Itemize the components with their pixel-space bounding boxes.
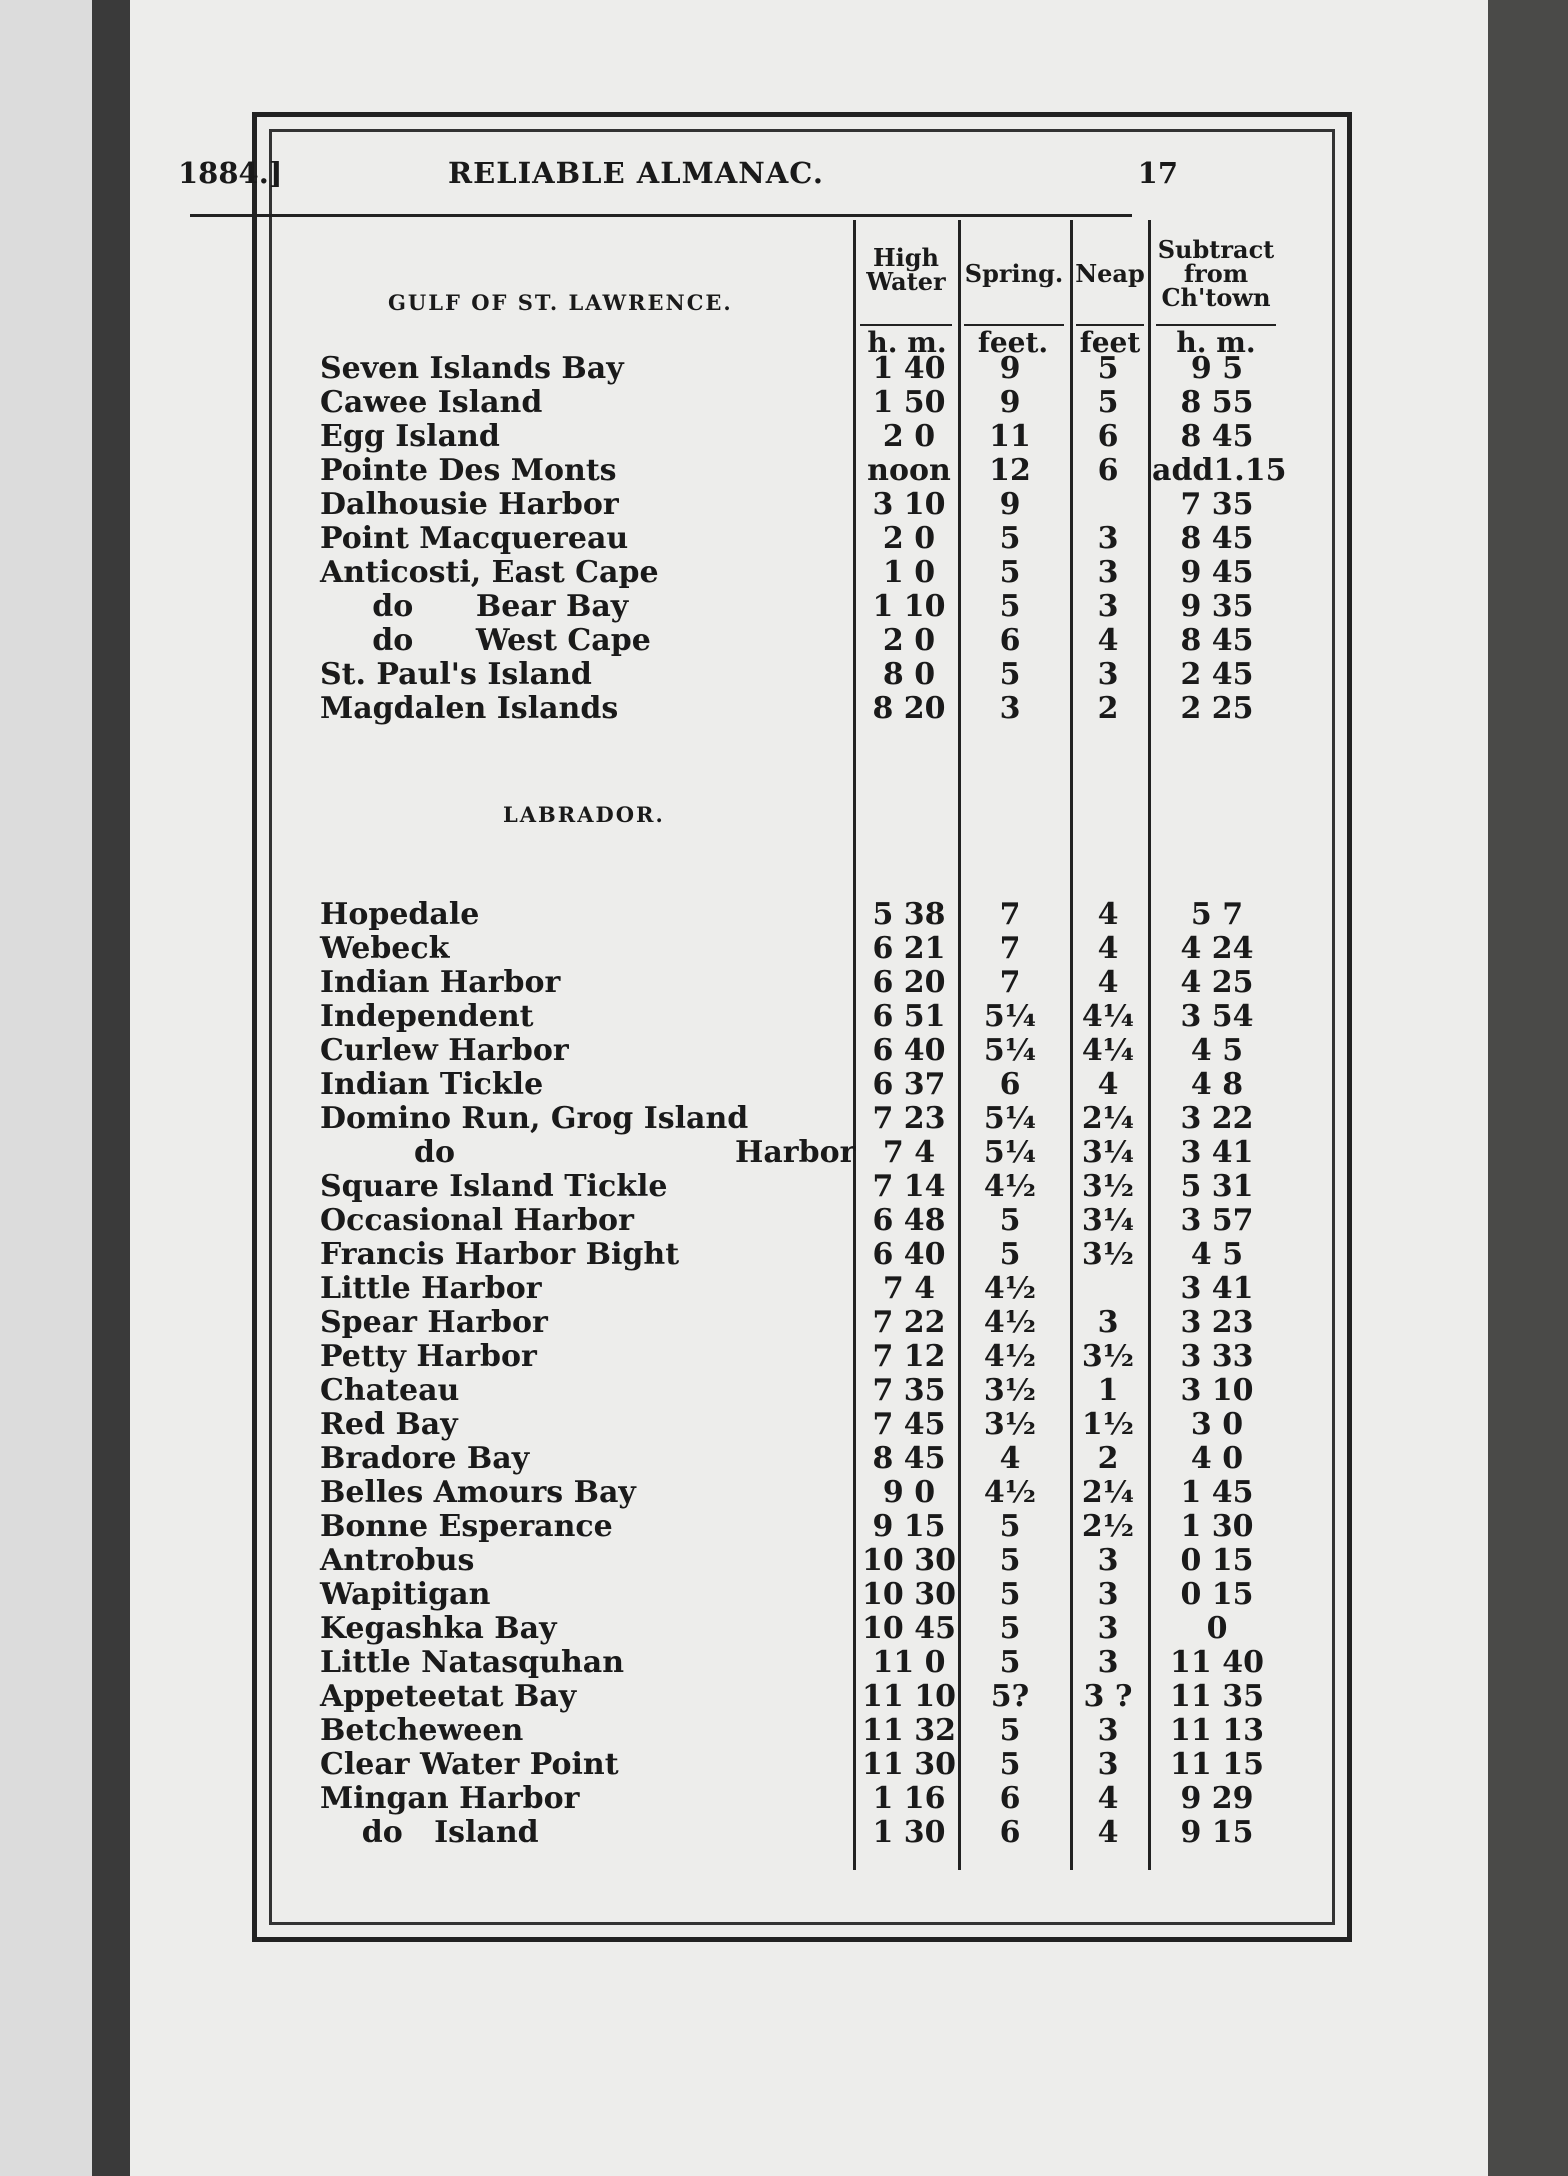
unit-neap: feet	[1079, 326, 1141, 359]
neap-rise: 5	[1097, 351, 1119, 386]
spring-rise: 5¼	[983, 999, 1037, 1034]
place-name: Seven Islands Bay	[320, 351, 624, 386]
table-row	[0, 420, 1568, 454]
neap-rise: 3	[1097, 1747, 1119, 1782]
place-name: Kegashka Bay	[320, 1611, 557, 1646]
place-name: Appeteetat Bay	[320, 1679, 577, 1714]
subtract-time: 9 5	[1190, 351, 1244, 386]
subtract-time: 5 7	[1190, 897, 1244, 932]
place-name: Independent	[320, 999, 534, 1034]
place-name: Betcheween	[320, 1713, 524, 1748]
high-water-time: 6 40	[872, 1237, 946, 1272]
high-water-time: 2 0	[882, 419, 936, 454]
high-water-time: 1 50	[872, 385, 946, 420]
subtract-time: 3 0	[1190, 1407, 1244, 1442]
place-name: Bradore Bay	[320, 1441, 530, 1476]
neap-rise: 3	[1097, 1645, 1119, 1680]
table-row	[0, 386, 1568, 420]
place-name: Chateau	[320, 1373, 460, 1408]
table-row	[0, 1306, 1568, 1340]
column-header-high-water	[858, 243, 954, 296]
high-water-time: 5 38	[872, 897, 946, 932]
high-water-time: 7 4	[882, 1271, 936, 1306]
table-row	[0, 1816, 1568, 1850]
page-title: RELIABLE ALMANAC.	[448, 156, 824, 190]
high-water-time: 6 37	[872, 1067, 946, 1102]
high-water-time: 11 10	[862, 1679, 956, 1714]
subtract-time: 2 25	[1180, 691, 1254, 726]
subtract-time: 3 57	[1180, 1203, 1254, 1238]
high-water-time: 7 45	[872, 1407, 946, 1442]
high-water-time: 7 4	[882, 1135, 936, 1170]
high-water-time: 10 45	[862, 1611, 956, 1646]
subtract-time: 8 55	[1180, 385, 1254, 420]
table-row	[0, 522, 1568, 556]
neap-rise: 3	[1097, 589, 1119, 624]
neap-rise: 2	[1097, 1441, 1119, 1476]
high-water-time: 9 15	[872, 1509, 946, 1544]
place-name: Little Natasquhan	[320, 1645, 625, 1680]
table-row	[0, 454, 1568, 488]
high-water-time: 8 20	[872, 691, 946, 726]
high-water-time: 7 23	[872, 1101, 946, 1136]
place-name: Curlew Harbor	[320, 1033, 569, 1068]
spring-rise: 6	[999, 1781, 1021, 1816]
place-name: Red Bay	[320, 1407, 458, 1442]
table-row	[0, 1408, 1568, 1442]
spring-rise: 5	[999, 1509, 1021, 1544]
table-row	[0, 898, 1568, 932]
neap-rise: 5	[1097, 385, 1119, 420]
subtract-time: 4 8	[1190, 1067, 1244, 1102]
table-row	[0, 1646, 1568, 1680]
place-name: Magdalen Islands	[320, 691, 619, 726]
place-name: Occasional Harbor	[320, 1203, 634, 1238]
neap-rise: 2½	[1081, 1509, 1135, 1544]
subtract-time: 3 10	[1180, 1373, 1254, 1408]
subtract-time: 8 45	[1180, 521, 1254, 556]
high-water-time: 11 0	[872, 1645, 946, 1680]
table-row	[0, 1714, 1568, 1748]
place-name: Dalhousie Harbor	[320, 487, 619, 522]
high-water-time: 1 0	[882, 555, 936, 590]
table-row	[0, 966, 1568, 1000]
table-row	[0, 1034, 1568, 1068]
subtract-time: 1 45	[1180, 1475, 1254, 1510]
high-water-time: 6 21	[872, 931, 946, 966]
subtract-time: 9 45	[1180, 555, 1254, 590]
place-name: Webeck	[320, 931, 450, 966]
neap-rise: 4¼	[1081, 999, 1135, 1034]
place-name: do Island	[320, 1815, 539, 1850]
high-water-time: 8 45	[872, 1441, 946, 1476]
spring-rise: 5	[999, 1645, 1021, 1680]
spring-rise: 5	[999, 521, 1021, 556]
place-name: Hopedale	[320, 897, 480, 932]
table-row	[0, 556, 1568, 590]
place-name: Point Macquereau	[320, 521, 629, 556]
neap-rise: 4	[1097, 1781, 1119, 1816]
spring-rise: 5¼	[983, 1135, 1037, 1170]
spring-rise: 7	[999, 931, 1021, 966]
table-row	[0, 1340, 1568, 1374]
place-name: Antrobus	[320, 1543, 475, 1578]
spring-rise: 5	[999, 1543, 1021, 1578]
unit-subtract: h. m.	[1176, 326, 1256, 359]
subtract-time: 11 13	[1170, 1713, 1264, 1748]
high-water-time: 3 10	[872, 487, 946, 522]
spring-rise: 5	[999, 1713, 1021, 1748]
high-water-time: noon	[867, 453, 951, 488]
high-water-time: 7 14	[872, 1169, 946, 1204]
neap-rise: 3½	[1081, 1237, 1135, 1272]
table-row	[0, 590, 1568, 624]
neap-rise: 4	[1097, 897, 1119, 932]
high-water-time: 1 16	[872, 1781, 946, 1816]
high-water-time: 6 48	[872, 1203, 946, 1238]
place-name: Petty Harbor	[320, 1339, 537, 1374]
subtract-time: add1.15	[1152, 453, 1287, 488]
table-row	[0, 1068, 1568, 1102]
subtract-time: 3 22	[1180, 1101, 1254, 1136]
neap-rise: 4	[1097, 623, 1119, 658]
column-header-line: High	[872, 243, 940, 272]
table-row	[0, 1204, 1568, 1238]
table-row	[0, 1102, 1568, 1136]
subtract-time: 11 35	[1170, 1679, 1264, 1714]
subtract-time: 11 40	[1170, 1645, 1264, 1680]
high-water-time: 2 0	[882, 623, 936, 658]
table-row	[0, 1578, 1568, 1612]
spring-rise: 5	[999, 1203, 1021, 1238]
high-water-time: 10 30	[862, 1543, 956, 1578]
subtract-time: 3 33	[1180, 1339, 1254, 1374]
table-row	[0, 488, 1568, 522]
spring-rise: 5	[999, 1577, 1021, 1612]
subtract-time: 3 23	[1180, 1305, 1254, 1340]
subtract-time: 9 35	[1180, 589, 1254, 624]
table-row	[0, 1136, 1568, 1170]
place-name: Anticosti, East Cape	[320, 555, 659, 590]
spring-rise: 4½	[983, 1339, 1037, 1374]
column-header-line: Water	[866, 267, 946, 296]
spring-rise: 4½	[983, 1305, 1037, 1340]
subtract-time: 7 35	[1180, 487, 1254, 522]
place-name: Francis Harbor Bight	[320, 1237, 680, 1272]
table-row	[0, 1782, 1568, 1816]
subtract-time: 9 29	[1180, 1781, 1254, 1816]
place-name: Egg Island	[320, 419, 500, 454]
spring-rise: 3	[999, 691, 1021, 726]
neap-rise: 2	[1097, 691, 1119, 726]
high-water-time: 6 40	[872, 1033, 946, 1068]
place-name: do West Cape	[320, 623, 651, 658]
place-name: Cawee Island	[320, 385, 543, 420]
place-name: Bonne Esperance	[320, 1509, 613, 1544]
section-title-labrador: LABRADOR.	[503, 802, 665, 827]
neap-rise: 4	[1097, 965, 1119, 1000]
table-row	[0, 1476, 1568, 1510]
subtract-time: 4 25	[1180, 965, 1254, 1000]
high-water-time: 11 32	[862, 1713, 956, 1748]
subtract-time: 0	[1206, 1611, 1228, 1646]
neap-rise: 4	[1097, 1815, 1119, 1850]
table-row	[0, 1374, 1568, 1408]
table-row	[0, 624, 1568, 658]
neap-rise: 1	[1097, 1373, 1119, 1408]
high-water-time: 7 12	[872, 1339, 946, 1374]
column-header-neap: Neap	[1075, 259, 1145, 288]
column-header-spring: Spring.	[964, 259, 1064, 288]
table-row	[0, 692, 1568, 726]
header-year: 1884.]	[178, 156, 283, 190]
place-name: Mingan Harbor	[320, 1781, 580, 1816]
neap-rise: 6	[1097, 453, 1119, 488]
place-name: Square Island Tickle	[320, 1169, 668, 1204]
subtract-time: 4 5	[1190, 1033, 1244, 1068]
spring-rise: 5¼	[983, 1101, 1037, 1136]
high-water-time: 9 0	[882, 1475, 936, 1510]
subtract-time: 8 45	[1180, 623, 1254, 658]
spring-rise: 3½	[983, 1407, 1037, 1442]
place-name: Domino Run, Grog Island	[320, 1101, 749, 1136]
neap-rise: 3	[1097, 1611, 1119, 1646]
table-row	[0, 658, 1568, 692]
spring-rise: 9	[999, 487, 1021, 522]
place-name: Wapitigan	[320, 1577, 491, 1612]
place-name: Belles Amours Bay	[320, 1475, 636, 1510]
subtract-time: 3 54	[1180, 999, 1254, 1034]
column-header-line: Ch'town	[1161, 283, 1271, 312]
spring-rise: 11	[989, 419, 1031, 454]
high-water-time: 2 0	[882, 521, 936, 556]
subtract-time: 4 5	[1190, 1237, 1244, 1272]
spring-rise: 5	[999, 1611, 1021, 1646]
table-row	[0, 1612, 1568, 1646]
high-water-time: 1 30	[872, 1815, 946, 1850]
section-title-gulf: GULF OF ST. LAWRENCE.	[388, 290, 733, 315]
unit-high-water: h. m.	[867, 326, 947, 359]
neap-rise: 3	[1097, 1577, 1119, 1612]
subtract-time: 4 24	[1180, 931, 1254, 966]
table-row	[0, 1442, 1568, 1476]
neap-rise: 4¼	[1081, 1033, 1135, 1068]
subtract-time: 1 30	[1180, 1509, 1254, 1544]
page-number: 17	[1137, 156, 1178, 190]
spring-rise: 9	[999, 385, 1021, 420]
neap-rise: 4	[1097, 931, 1119, 966]
spring-rise: 5	[999, 657, 1021, 692]
place-name: Spear Harbor	[320, 1305, 548, 1340]
spring-rise: 4	[999, 1441, 1021, 1476]
high-water-time: 6 51	[872, 999, 946, 1034]
place-name: Indian Harbor	[320, 965, 561, 1000]
high-water-time: 11 30	[862, 1747, 956, 1782]
table-row	[0, 1238, 1568, 1272]
neap-rise: 3	[1097, 555, 1119, 590]
spring-rise: 4½	[983, 1169, 1037, 1204]
column-header-line: from	[1183, 259, 1249, 288]
spring-rise: 6	[999, 623, 1021, 658]
spring-rise: 3½	[983, 1373, 1037, 1408]
spring-rise: 6	[999, 1067, 1021, 1102]
neap-rise: 3½	[1081, 1339, 1135, 1374]
table-row	[0, 352, 1568, 386]
page-header	[178, 156, 1178, 200]
neap-rise: 1½	[1081, 1407, 1135, 1442]
subtract-time: 3 41	[1180, 1135, 1254, 1170]
table-row	[0, 1000, 1568, 1034]
high-water-time: 1 40	[872, 351, 946, 386]
subtract-time: 11 15	[1170, 1747, 1264, 1782]
subtract-time: 3 41	[1180, 1271, 1254, 1306]
neap-rise: 3¼	[1081, 1135, 1135, 1170]
spring-rise: 5	[999, 555, 1021, 590]
neap-rise: 6	[1097, 419, 1119, 454]
subtract-time: 0 15	[1180, 1577, 1254, 1612]
table-row	[0, 1272, 1568, 1306]
table-row	[0, 1680, 1568, 1714]
column-header-subtract	[1152, 235, 1280, 312]
subtract-time: 0 15	[1180, 1543, 1254, 1578]
spring-rise: 4½	[983, 1475, 1037, 1510]
spring-rise: 4½	[983, 1271, 1037, 1306]
high-water-time: 7 35	[872, 1373, 946, 1408]
neap-rise: 2¼	[1081, 1475, 1135, 1510]
neap-rise: 3	[1097, 1543, 1119, 1578]
high-water-time: 6 20	[872, 965, 946, 1000]
column-header-line: Subtract	[1157, 235, 1275, 264]
subtract-time: 4 0	[1190, 1441, 1244, 1476]
spring-rise: 5¼	[983, 1033, 1037, 1068]
neap-rise: 4	[1097, 1067, 1119, 1102]
subtract-time: 2 45	[1180, 657, 1254, 692]
place-name: Pointe Des Monts	[320, 453, 617, 488]
high-water-time: 7 22	[872, 1305, 946, 1340]
spring-rise: 7	[999, 897, 1021, 932]
table-row	[0, 932, 1568, 966]
high-water-time: 10 30	[862, 1577, 956, 1612]
table-row	[0, 1170, 1568, 1204]
neap-rise: 2¼	[1081, 1101, 1135, 1136]
place-name: Clear Water Point	[320, 1747, 619, 1782]
neap-rise: 3	[1097, 1713, 1119, 1748]
spring-rise: 6	[999, 1815, 1021, 1850]
place-name: St. Paul's Island	[320, 657, 592, 692]
neap-rise: 3	[1097, 657, 1119, 692]
place-name: do Bear Bay	[320, 589, 629, 624]
neap-rise: 3	[1097, 521, 1119, 556]
place-suffix: Harbor	[735, 1135, 856, 1170]
table-row	[0, 1748, 1568, 1782]
table-row	[0, 1544, 1568, 1578]
spring-rise: 5	[999, 1747, 1021, 1782]
neap-rise: 3	[1097, 1305, 1119, 1340]
neap-rise: 3½	[1081, 1169, 1135, 1204]
place-name: Little Harbor	[320, 1271, 542, 1306]
spring-rise: 12	[989, 453, 1031, 488]
high-water-time: 8 0	[882, 657, 936, 692]
neap-rise: 3 ?	[1083, 1679, 1133, 1714]
neap-rise: 3¼	[1081, 1203, 1135, 1238]
place-name: Indian Tickle	[320, 1067, 544, 1102]
subtract-time: 5 31	[1180, 1169, 1254, 1204]
spring-rise: 5?	[990, 1679, 1030, 1714]
header-rule	[190, 214, 1132, 217]
unit-spring: feet.	[977, 326, 1049, 359]
spring-rise: 7	[999, 965, 1021, 1000]
subtract-time: 8 45	[1180, 419, 1254, 454]
spring-rise: 9	[999, 351, 1021, 386]
high-water-time: 1 10	[872, 589, 946, 624]
spring-rise: 5	[999, 1237, 1021, 1272]
place-name: do	[320, 1135, 455, 1170]
spring-rise: 5	[999, 589, 1021, 624]
subtract-time: 9 15	[1180, 1815, 1254, 1850]
table-row	[0, 1510, 1568, 1544]
